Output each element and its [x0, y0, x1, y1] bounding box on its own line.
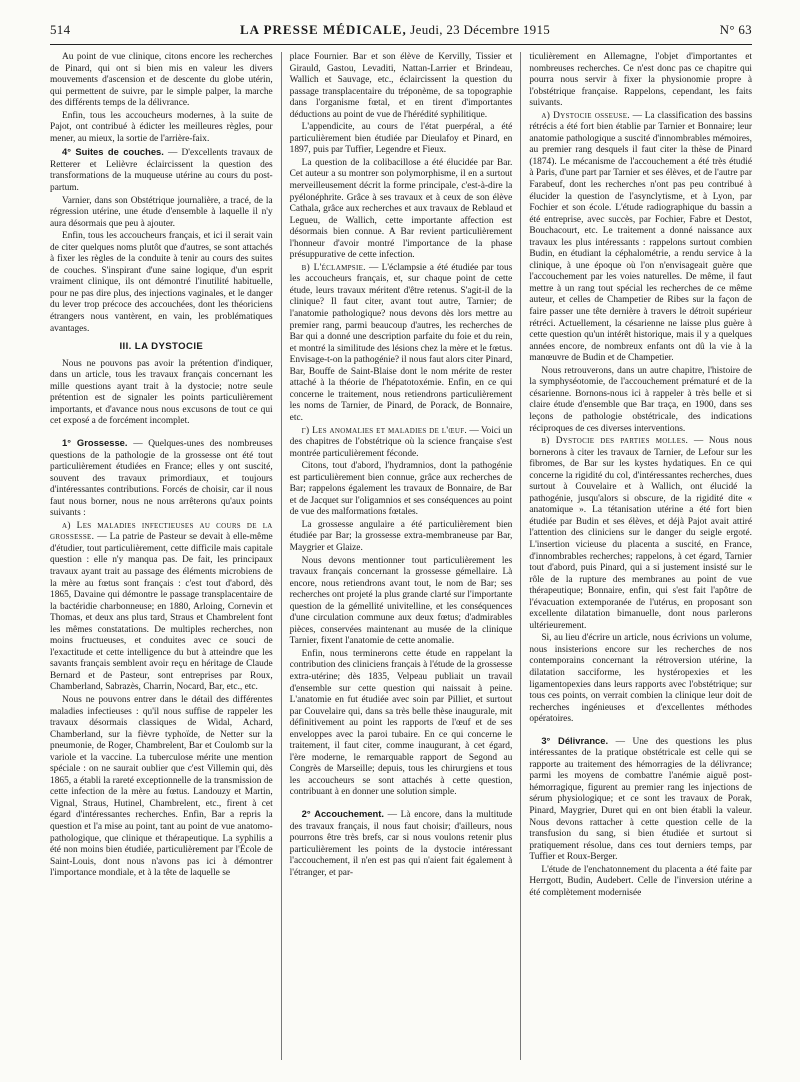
paragraph-text: — La classification des bassins rétrécis a été fort bien établie par Tarnier et Bonnaire; leur anatomie pathologique a suscité d'innombrables mémoires, au premier rang desquels il faut citer la thèse de Pinard (1874). Le mécanisme de l'accouchement a été très étudié à Paris, d'une part par Tarnier et ses élèves, et de l'autre par Farabeuf, dont les recherches n'ont pas peu contribué à élucider la question de l'asynclytisme, et à Lyon, par Fochier et son école. L'étude radiographique du bassin a été entreprise, avec succès, par Fochier, Fabre et Destot, Bouchacourt, etc. Le traitement a donné naissance aux travaux les plus intéressants : rappelons surtout combien Budin, en étudiant la céphalométrie, a rendu service à la clinique, à une époque où l'on n'envisageait guère que l'accouchement par les voies naturelles. De même, il faut mettre à un rang tout spécial les recherches de ce même auteur, et celles de Champetier de Ribes sur la façon de faire passer une tête dernière à travers le détroit supérieur rétréci. Actuellement, la césarienne ne laisse plus guère à cette question qu'un intérêt historique, mais il y a quelques années encore, de nombreux enfants ont dû la vie à la manœuvre de Budin et de Champetier. [529, 110, 753, 364]
paragraph: Enfin, nous terminerons cette étude en rappelant la contribution des cliniciens français à l'étude de la grossesse extra-utérine; dès 1835, Velpeau publiait un travail d'ensemble sur cette question qui naissait à peine. L'anatomie en fut étudiée avec soin par Pilliet, et surtout par Couvelaire qui, dans sa très belle thèse inaugurale, mit définitivement au point les rapports de l'œuf et de ses enveloppes avec la paroi tubaire. En ce qui concerne le traitement, il faut citer, comme inaugurant, à cet égard, l'ère moderne, le remarquable rapport de Segond au Congrès de Marseille; depuis, tous les chirurgiens et tous les accoucheurs se sont attachés à cette question, contribuant à en donner une solution simple. [289, 648, 513, 798]
paragraph: Nous ne pouvons entrer dans le détail des différentes maladies infectieuses : qu'il nous suffise de rappeler les travaux désormais classiques de Widal, Achard, Chamberland, sur la fièvre typhoïde, de Netter sur la pneumonie, de Roger, Chambrelent, Bar et Coulomb sur la variole et la vaccine. La tuberculose mérite une mention spéciale : on ne saurait oublier que c'est Villemin qui, dès 1865, a établi la rareté exceptionnelle de la transmission de cette infection de la mère au fœtus. Landouzy et Martin, Vignal, Straus, Hutinel, Chambrelent, etc., firent à cet égard d'intéressantes recherches. Enfin, Bar a repris la question et l'a mise au point, tant au point de vue anatomo-pathologique, que clinique et thérapeutique. La syphilis a été non moins bien étudiée, particulièrement par l'École de Saint-Louis, dont nous n'avons pas ici à démontrer l'importance mondiale, et à la tête de laquelle se [50, 694, 273, 879]
paragraph-text: — La patrie de Pasteur se devait à elle-même d'étudier, tout particulièrement, cette difficile mais capitale question : elle n'y manqua pas. De fait, les principaux travaux ayant trait au passage des éléments microbiens de la mère au fœtus sont français : c'est tout d'abord, dès 1865, Davaine qui démontre le passage transplacentaire de la bactéridie charbonneuse; en 1880, Arloing, Cornevin et Thomas, et deux ans plus tard, Straus et Chambrelent font les mêmes constatations. De multiples recherches, non moins fructueuses, et conduites avec ce souci de l'exactitude et cette intelligence du but à atteindre que les savants français semblent avoir reçu en héritage de Claude Bernard et de Pasteur, sont entreprises par Roux, Chamberland, Sabrazès, Charrin, Nocard, Bar, etc., etc. [50, 532, 273, 693]
paragraph-text: — L'éclampsie a été étudiée par tous les accoucheurs français, et, sur chaque point de cette étude, leurs travaux méritent d'être retenus. S'agit-il de la clinique? Il faut citer, avant tout autre, Tarnier; de l'anatomie pathologique? nous devons dès lors mettre au premier rang, parmi beaucoup d'autres, les recherches de Bar qui a donné une description parfaite du foie et du rein, et montré la similitude des lésions chez la mère et le fœtus. Envisage-t-on la pathogénie? il nous faut alors citer Pinard, Bar, Bouffe de Saint-Blaise dont le nom mérite de rester attaché à la théorie de l'hépatotoxémie. Enfin, en ce qui concerne le traitement, nous retiendrons particulièrement les noms de Tarnier, de Pinard, de Porack, de Bonnaire, etc. [289, 262, 513, 423]
issue-number: N° 63 [719, 22, 752, 37]
journal-title: LA PRESSE MÉDICALE, [240, 22, 407, 37]
paragraph [290, 808, 513, 879]
subsection-heading: α) Dystocie osseuse. [541, 110, 630, 121]
header-rule [50, 44, 752, 45]
article-columns [50, 52, 752, 1060]
paragraph: La grossesse angulaire a été particulièrement bien étudiée par Bar; la grossesse extra-membraneuse par Bar, Maygrier et Glaize. [289, 519, 513, 553]
subsection-heading: 3° Délivrance. [541, 734, 609, 746]
paragraph: Nous retrouverons, dans un autre chapitre, l'histoire de la symphyséotomie, de l'accouchement prématuré et de la césarienne. Bornons-nous ici à rappeler à très belle et si claire étude d'ensemble que Bar traça, en 1900, dans ses leçons de pathologie obstétricale, des indications réciproques de ces diverses interventions. [529, 365, 753, 434]
paragraph [50, 521, 273, 694]
paragraph-text: — Voici un des chapitres de l'obstétrique où la science française s'est montrée particulièrement féconde. [289, 425, 513, 459]
column-1 [50, 52, 273, 1060]
paragraph-text: — Nous nous bornerons à citer les travaux de Tarnier, de Lefour sur les fibromes, de Bar sur les kystes hydatiques. En ce qui concerne la rigidité du col, d'intéressantes recherches, dues surtout à Couvelaire et à Wallich, ont élucidé la pathogénie, jusqu'alors si obscure, de la rigidité dite « anatomique ». La tétanisation utérine a été fort bien étudiée par Budin et ses élèves, et déjà Pajot avait attiré l'attention des cliniciens sur le danger du seigle ergoté. L'insertion vicieuse du placenta a suscité, en France, d'innombrables recherches; rappelons, à cet égard, Tarnier tout d'abord, puis Pinard, qui a si justement insisté sur le rôle de la rupture des membranes au point de vue thérapeutique; Bonnaire, enfin, qui s'est fait l'apôtre de l'évacuation extemporanée de l'utérus, en proposant son excellente dilatation bimanuelle, dont nous parlerons ultérieurement. [529, 436, 753, 631]
paragraph: Varnier, dans son Obstétrique journalière, a tracé, de la régression utérine, une étude d'ensemble à laquelle il n'y aura désormais que peu à ajouter. [50, 195, 273, 229]
subsection-heading: β) L'éclampsie. [301, 262, 366, 273]
section-heading: III. LA DYSTOCIE [119, 341, 204, 353]
page-number: 514 [50, 22, 71, 37]
subsection-heading: 2° Accouchement. [301, 808, 384, 819]
paragraph: Nous devons mentionner tout particulièrement les travaux français concernant la grossesse gémellaire. Là encore, nous retiendrons avant tout, le nom de Bar; ses recherches ont projeté la plus grande clarté sur l'importante question de la gémellité univitelline, et les conséquences d'une circulation commune aux deux fœtus; d'admirables pièces, conservées maintenant au musée de la clinique Tarnier, fixent l'anatomie de cette anomalie. [289, 555, 513, 647]
paragraph [290, 263, 513, 425]
paragraph-text: — Quelques-unes des nombreuses questions de la pathologie de la grossesse ont été tout particulièrement étudiées en France; elles y ont suscité, souvent des travaux primordiaux, et toujours d'intéressantes contributions. Forcés de choisir, car il nous faut nous borner, nous ne nous arrêterons qu'aux points suivants : [50, 438, 273, 519]
column-2 [281, 52, 513, 1060]
paragraph [290, 426, 513, 461]
paragraph: Au point de vue clinique, citons encore les recherches de Pinard, qui ont si bien mis en valeur les divers mouvements d'ascension et de descente du globe utérin, qui permettent de suivre, par le simple palper, la marche des différents temps de la délivrance. [50, 52, 273, 109]
paragraph: Si, au lieu d'écrire un article, nous écrivions un volume, nous insisterions encore sur les recherches de nos contemporains concernant la rétroversion utérine, la dilatation sacciforme, les hystéropexies et les ligamentopexies dans leurs rapports avec l'obstétrique; sur tous ces points, on verrait combien la clinique leur doit de recherches ingénieuses et d'excellentes méthodes opératoires. [529, 633, 753, 725]
paragraph [50, 146, 273, 194]
running-title [240, 22, 550, 38]
column-3 [520, 52, 752, 1060]
subsection-heading: γ) Les anomalies et maladies de l'œuf. [301, 425, 468, 436]
paragraph-text: — D'excellents travaux de Retterer et Lelièvre éclaircissent la question des transformations de la muqueuse utérine au cours du post-partum. [50, 148, 273, 194]
paragraph [529, 436, 752, 632]
paragraph-text: — Une des questions les plus intéressantes de la pratique obstétricale est celle qui se rapporte au traitement des hémorragies de la délivrance; parmi les moyens de combattre l'anémie aiguë post-hémorragique, figurent au premier rang les injections de sérum physiologique; et ce sont les travaux de Porak, Pinard, Maygrier, Duret qui en ont bien établi la valeur. Nous devons rattacher à cette question celle de la transfusion du sang, si bien étudiée et surtout si pratiquement résolue, dans ces tout derniers temps, par Tuffier et Roux-Berger. [529, 736, 753, 863]
paragraph: L'étude de l'enchatonnement du placenta a été faite par Herrgott, Budin, Audebert. Celle de l'inversion utérine a été complètement modernisée [529, 864, 753, 898]
paragraph: Citons, tout d'abord, l'hydramnios, dont la pathogénie est particulièrement bien connue, grâce aux recherches de Bar; rappelons également les travaux de Bonnaire, de Bar et de Jacquet sur l'oligamnios et ses conséquences au point de vue des malformations fœtales. [289, 461, 513, 518]
paragraph: L'appendicite, au cours de l'état puerpéral, a été particulièrement bien étudiée par Dieulafoy et Pinard, en 1897, puis par Tuffier, Legendre et Fieux. [289, 122, 513, 156]
paragraph: place Fournier. Bar et son élève de Kervilly, Tissier et Girauld, Gastou, Levaditi, Nattan-Larrier et Brindeau, Wallich et Sauvage, etc., éclaircissent la question du passage transplacentaire du tréponème, de sa topographie dans l'organisme fœtal, et en tirent d'importantes déductions au point de vue de l'hérédité syphilitique. [289, 52, 513, 120]
paragraph: Nous ne pouvons pas avoir la prétention d'indiquer, dans un article, tous les travaux français concernant les mille questions ayant trait à la dystocie; notre seule prétention est de signaler les points particulièrement importants, et d'avance nous nous excusons de tout ce qui cet exposé a de forcément incomplet. [50, 358, 273, 427]
subsection-heading: 4° Suites de couches. [62, 146, 164, 158]
issue-date: Jeudi, 23 Décembre 1915 [410, 22, 551, 37]
paragraph: La question de la colibacillose a été élucidée par Bar. Cet auteur a su montrer son polymorphisme, il en a surtout merveilleusement décrit la forme principale, c'est-à-dire la pyélonéphrite. Grâce à ses travaux et à ceux de son élève Cathala, grâce aux recherches et aux travaux de Reblaud et Legueu, de Wallich, cette importante affection est désormais bien connue. A Bar revient particulièrement l'honneur d'avoir montré l'importance de la phase présuppurative de cette infection. [289, 157, 513, 261]
page-header [50, 22, 752, 42]
subsection-heading: β) Dystocie des parties molles. [541, 436, 689, 447]
subsection-heading: 1° Grossesse. [62, 436, 128, 448]
paragraph-text: — Là encore, dans la multitude des travaux français, il nous faut choisir; d'ailleurs, nous pourrons être très brefs, car si nous voulons retenir plus particulièrement les points de la dystocie intéressant l'accouchement, il n'en est pas qui n'aient fait également à l'étranger, et par- [289, 810, 513, 878]
paragraph: Enfin, tous les accoucheurs modernes, à la suite de Pajot, ont contribué à édicter les meilleures règles, pour mener, au mieux, la sortie de l'arrière-faix. [50, 110, 273, 144]
paragraph: ticulièrement en Allemagne, l'objet d'importantes et nombreuses recherches. Ce n'est donc pas ce chapitre qui pourra nous servir à fixer la physionomie propre à l'obstétrique française. Rappelons, cependant, les faits suivants. [529, 52, 753, 109]
subsection-heading: α) Les maladies infectieuses au cours de la grossesse. [50, 520, 273, 543]
paragraph [529, 735, 752, 864]
paragraph [529, 111, 752, 365]
paragraph: Enfin, tous les accoucheurs français, et ici il serait vain de citer quelques noms plutôt que d'autres, se sont attachés à fixer les règles de la conduite à tenir au cours des suites de couches. S'inspirant d'une saine logique, d'un esprit vraiment clinique, ils ont démontré l'inutilité habituelle, pour ne pas dire plus, des injections vaginales, et le danger du lever trop précoce des accouchées, dont les théoriciens étrangers nous vantèrent, en vain, les problématiques avantages. [50, 231, 273, 334]
paragraph [50, 437, 273, 520]
